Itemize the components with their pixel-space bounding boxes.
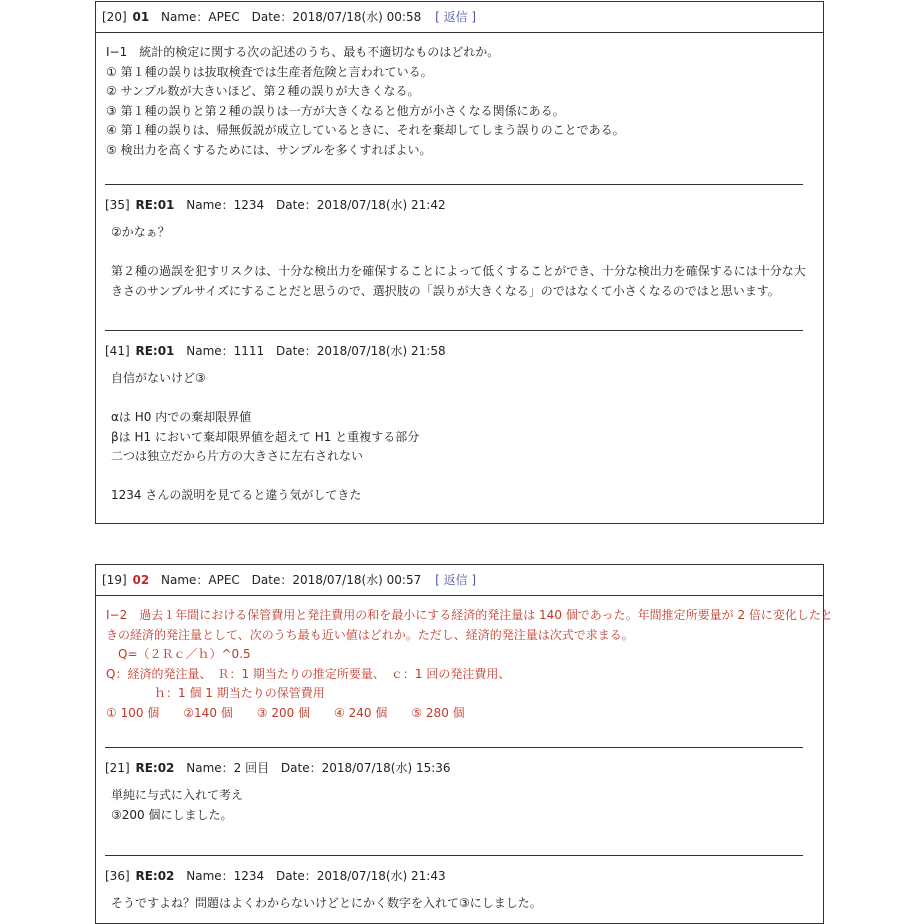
post-date: Date：2018/07/18(水) 21:58 bbox=[276, 344, 446, 358]
author-name: Name：1234 bbox=[186, 869, 265, 883]
body-line: ② サンプル数が大きいほど、第２種の誤りが大きくなる。 bbox=[106, 84, 420, 98]
reply-body bbox=[105, 369, 803, 506]
reply-body bbox=[105, 894, 803, 914]
reply-header bbox=[105, 195, 803, 215]
body-line: ③ 第１種の誤りと第２種の誤りは一方が大きくなると他方が小さくなる関係にある。 bbox=[106, 103, 565, 118]
reply-id: RE:02 bbox=[135, 869, 175, 883]
body-line: Ⅰ−1 統計的検定に関する次の記述のうち、最も不適切なものはどれか。 bbox=[106, 45, 500, 59]
reply-header bbox=[105, 341, 803, 361]
reply-id: RE:02 bbox=[135, 761, 175, 775]
post-number: [19] bbox=[102, 573, 127, 587]
post-date: Date：2018/07/18(水) 00:58 bbox=[251, 10, 422, 24]
body-line: Q：経済的発注量、 Ｒ：1 期当たりの推定所要量、 ｃ：1 回の発注費用、 bbox=[106, 666, 511, 681]
body-line: ②かなぁ？ bbox=[111, 225, 170, 239]
thread-body bbox=[96, 596, 833, 723]
reply-body bbox=[105, 223, 806, 301]
author-name: Name：2 回目 bbox=[186, 761, 270, 775]
reply-post bbox=[105, 747, 803, 825]
author-name: Name：1111 bbox=[186, 344, 265, 358]
thread-02 bbox=[95, 564, 833, 924]
body-line: ④ 第１種の誤りは、帰無仮説が成立しているときに、それを棄却してしまう誤りのことである。 bbox=[106, 123, 625, 137]
thread-id: 01 bbox=[132, 10, 150, 24]
body-line: 自信がないけど③ bbox=[111, 371, 206, 385]
thread-id: 02 bbox=[132, 573, 150, 587]
reply-body bbox=[105, 786, 803, 825]
blank-line bbox=[111, 467, 803, 487]
reply-divider bbox=[105, 184, 803, 185]
post-date: Date：2018/07/18(水) 00:57 bbox=[251, 573, 422, 587]
body-line: きさのサンプルサイズにすることだと思うので、選択肢の「誤りが大きくなる」のではなくて小さくなるのではと思います。 bbox=[111, 283, 780, 298]
post-date: Date：2018/07/18(水) 21:43 bbox=[276, 869, 446, 883]
body-line: αは H0 内での棄却限界値 bbox=[111, 410, 252, 424]
body-line: 単純に与式に入れて考え bbox=[111, 788, 244, 802]
body-line: ① 100 個 ②140 個 ③ 200 個 ④ 240 個 ⑤ 280 個 bbox=[106, 705, 465, 720]
blank-line bbox=[111, 389, 803, 409]
thread-01 bbox=[95, 1, 824, 524]
body-line: そうですよね？問題はよくわからないけどとにかく数字を入れて③にしました。 bbox=[111, 896, 542, 910]
thread-header bbox=[96, 565, 823, 596]
body-line: 1234 さんの説明を見てると違う気がしてきた bbox=[111, 488, 362, 502]
post-date: Date：2018/07/18(水) 15:36 bbox=[280, 761, 451, 775]
body-line: ① 第１種の誤りは抜取検査では生産者危険と言われている。 bbox=[106, 64, 433, 79]
post-date: Date：2018/07/18(水) 21:42 bbox=[276, 198, 446, 212]
thread-body bbox=[96, 33, 823, 160]
reply-post bbox=[105, 184, 806, 301]
reply-id: RE:01 bbox=[135, 198, 175, 212]
body-line: きの経済的発注量として、次のうち最も近い値はどれか。ただし、経済的発注量は次式で求まる。 bbox=[106, 627, 634, 642]
body-line: βは H1 において棄却限界値を超えて H1 と重複する部分 bbox=[111, 429, 420, 444]
body-line: Q=（２Ｒｃ／ｈ）^0.5 bbox=[106, 647, 251, 661]
reply-post bbox=[105, 855, 803, 914]
post-number: [21] bbox=[105, 761, 130, 775]
author-name: Name：APEC bbox=[161, 573, 240, 587]
body-line: 第２種の過誤を犯すリスクは、十分な検出力を確保することによって低くすることができ、十分な検出力を確保するには十分な大 bbox=[111, 264, 806, 278]
reply-divider bbox=[105, 855, 803, 856]
thread-header bbox=[96, 2, 823, 33]
reply-post bbox=[105, 330, 803, 506]
post-number: [41] bbox=[105, 344, 130, 358]
reply-divider bbox=[105, 747, 803, 748]
reply-header bbox=[105, 758, 803, 778]
post-number: [35] bbox=[105, 198, 130, 212]
body-line: ③200 個にしました。 bbox=[111, 807, 233, 822]
body-line: ⑤ 検出力を高くするためには、サンプルを多くすればよい。 bbox=[106, 142, 432, 157]
reply-divider bbox=[105, 330, 803, 331]
blank-line bbox=[111, 243, 803, 263]
reply-id: RE:01 bbox=[135, 344, 175, 358]
reply-link[interactable]: [ 返信 ] bbox=[435, 10, 477, 24]
post-number: [36] bbox=[105, 869, 130, 883]
body-line: Ⅰ−2 過去１年間における保管費用と発注費用の和を最小にする経済的発注量は 140 個であった。年間推定所要量が 2 倍に変化したと bbox=[106, 608, 833, 622]
body-line: 二つは独立だから片方の大きさに左右されない bbox=[111, 449, 364, 463]
post-number: [20] bbox=[102, 10, 127, 24]
reply-link[interactable]: [ 返信 ] bbox=[435, 573, 477, 587]
author-name: Name：1234 bbox=[186, 198, 265, 212]
author-name: Name：APEC bbox=[161, 10, 240, 24]
body-line: ｈ：1 個 1 期当たりの保管費用 bbox=[106, 686, 325, 700]
reply-header bbox=[105, 866, 803, 886]
